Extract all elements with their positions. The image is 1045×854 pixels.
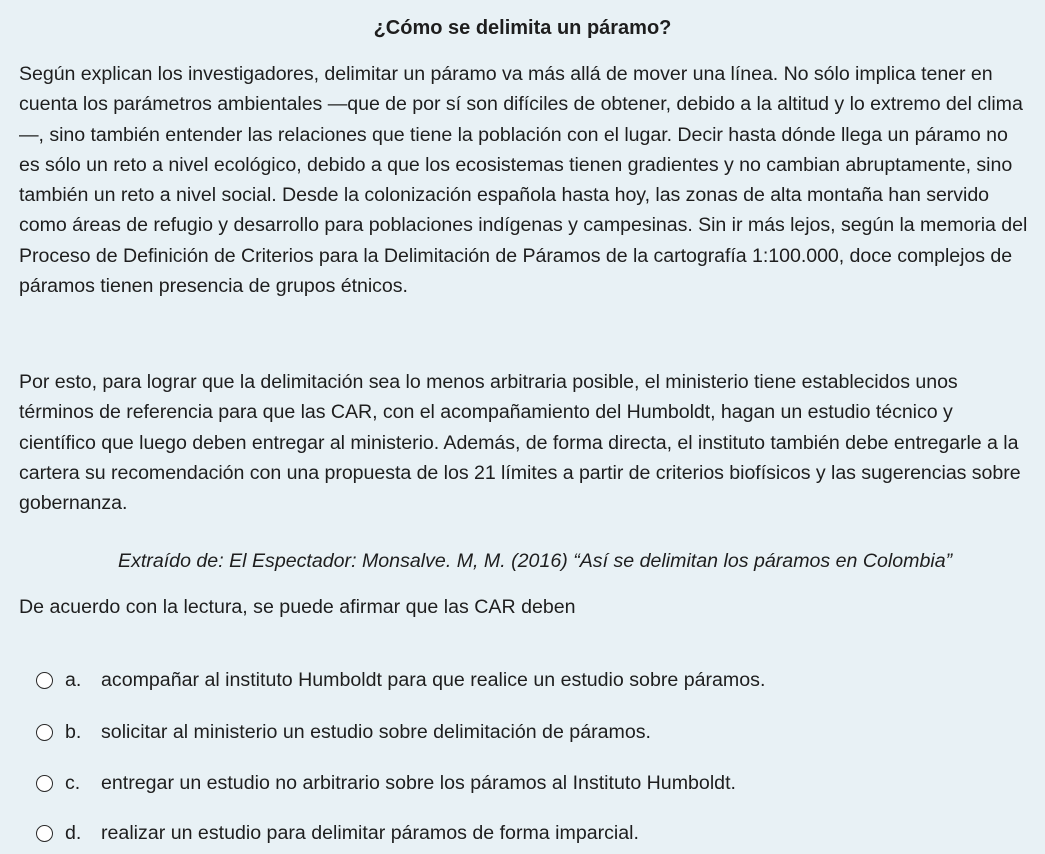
radio-button-d[interactable]	[36, 825, 53, 842]
radio-button-c[interactable]	[36, 775, 53, 792]
reading-title: ¿Cómo se delimita un páramo?	[373, 17, 672, 39]
answer-option-c[interactable]	[36, 768, 736, 798]
option-letter: d.	[65, 821, 82, 844]
answer-option-a[interactable]	[36, 665, 765, 695]
option-text: entregar un estudio no arbitrario sobre los páramos al Instituto Humboldt.	[101, 771, 736, 794]
answer-option-b[interactable]	[36, 717, 651, 747]
option-letter: b.	[65, 720, 82, 743]
option-text: solicitar al ministerio un estudio sobre delimitación de páramos.	[101, 720, 651, 743]
answer-option-d[interactable]	[36, 818, 639, 848]
radio-button-b[interactable]	[36, 724, 53, 741]
reading-paragraph-2: Por esto, para lograr que la delimitación sea lo menos arbitraria posible, el ministerio tiene establecidos unos términos de referencia para que las CAR, con el acompañamiento del Humboldt, hagan un estudio técnico y científico que luego deben entregar al ministerio. Además, de forma directa, el instituto también debe entregarle a la cartera su recomendación con una propuesta de los 21 límites a partir de criterios biofísicos y las sugerencias sobre gobernanza.	[19, 371, 1021, 515]
source-citation: Extraído de: El Espectador: Monsalve. M, M. (2016) “Así se delimitan los páramos en Colombia”	[118, 550, 953, 572]
question-stem: De acuerdo con la lectura, se puede afirmar que las CAR deben	[19, 596, 576, 618]
option-text: realizar un estudio para delimitar páramos de forma imparcial.	[101, 821, 639, 844]
reading-paragraph-1: Según explican los investigadores, delimitar un páramo va más allá de mover una línea. No sólo implica tener en cuenta los parámetros ambientales —que de por sí son difíciles de obtener, debido a la altitud y lo extremo del clima—, sino también entender las relaciones que tiene la población con el lugar. Decir hasta dónde llega un páramo no es sólo un reto a nivel ecológico, debido a que los ecosistemas tienen gradientes y no cambian abruptamente, sino también un reto a nivel social. Desde la colonización española hasta hoy, las zonas de alta montaña han servido como áreas de refugio y desarrollo para poblaciones indígenas y campesinas. Sin ir más lejos, según la memoria del Proceso de Definición de Criterios para la Delimitación de Páramos de la cartografía 1:100.000, doce complejos de páramos tienen presencia de grupos étnicos.	[19, 63, 1028, 298]
option-text: acompañar al instituto Humboldt para que realice un estudio sobre páramos.	[101, 668, 766, 691]
option-letter: c.	[65, 771, 81, 794]
radio-button-a[interactable]	[36, 672, 53, 689]
option-letter: a.	[65, 668, 82, 691]
